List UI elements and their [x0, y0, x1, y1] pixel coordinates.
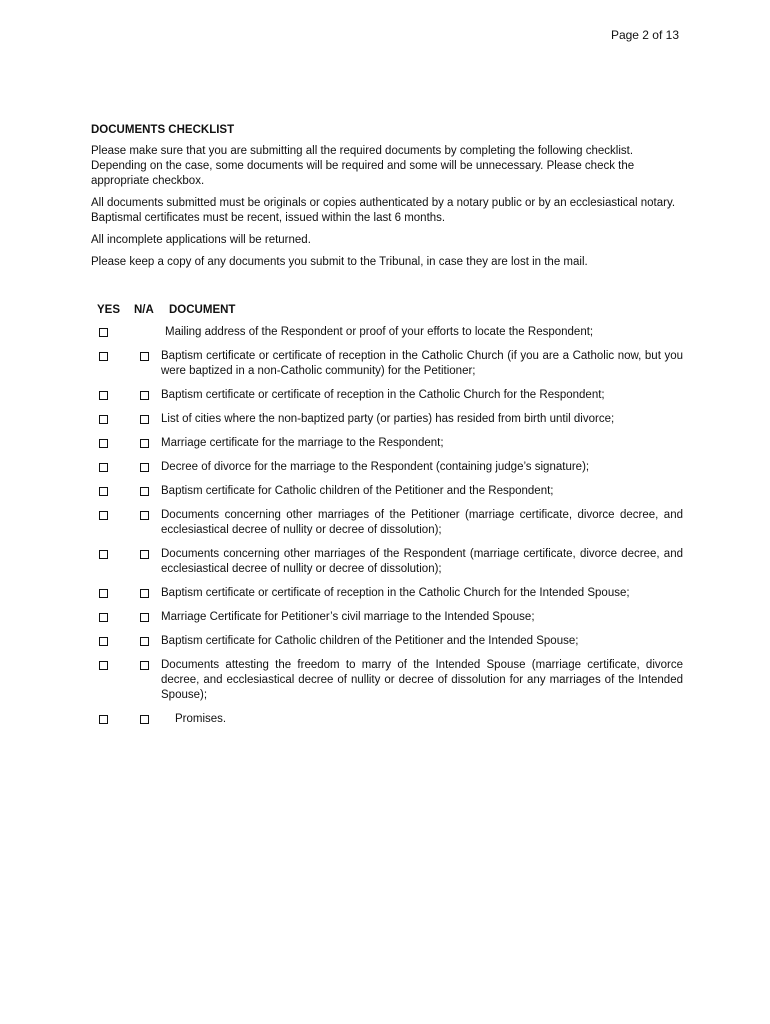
yes-column-header: YES — [97, 304, 121, 316]
na-checkbox[interactable] — [140, 637, 149, 646]
yes-checkbox[interactable] — [99, 613, 108, 622]
page-number: Page 2 of 13 — [610, 28, 679, 42]
checklist-row-respondent-other-marriages — [91, 547, 683, 577]
yes-checkbox[interactable] — [99, 415, 108, 424]
yes-checkbox[interactable] — [99, 511, 108, 520]
yes-checkbox[interactable] — [99, 589, 108, 598]
checklist-row-divorce-decree — [91, 460, 683, 475]
yes-checkbox[interactable] — [99, 391, 108, 400]
document-label: Baptism certificate for Catholic children of the Petitioner and the Respondent; — [161, 485, 554, 497]
checklist-row-cities-list — [91, 412, 683, 427]
document-label: List of cities where the non-baptized party (or parties) has resided from birth until divorce; — [161, 413, 615, 425]
checklist-row-spouse-baptism — [91, 586, 683, 601]
authentication-paragraph: All documents submitted must be originals or copies authenticated by a notary public or by an ecclesiastical notary. Baptismal certificates must be recent, issued within the last 6 months. — [91, 197, 676, 224]
checklist-row-children-baptism-respondent — [91, 484, 683, 499]
na-checkbox[interactable] — [140, 511, 149, 520]
document-label: Marriage certificate for the marriage to the Respondent; — [161, 437, 444, 449]
na-checkbox[interactable] — [140, 391, 149, 400]
yes-checkbox[interactable] — [99, 463, 108, 472]
checklist-row-promises — [91, 712, 683, 727]
yes-checkbox[interactable] — [99, 715, 108, 724]
intro-section — [91, 124, 681, 277]
na-checkbox[interactable] — [140, 463, 149, 472]
intro-paragraph: Please make sure that you are submitting all the required documents by completing the following checklist. Depending on the case, some documents will be required and some will be unnecessary. Please check the appropriate checkbox. — [91, 145, 635, 187]
yes-checkbox[interactable] — [99, 550, 108, 559]
document-label: Promises. — [175, 713, 227, 725]
document-label: Documents attesting the freedom to marry of the Intended Spouse (marriage certificate, divorce decree, and ecclesiastical decree of nullity or decree of dissolution for any marriages of the Intended Spouse); — [161, 659, 683, 701]
na-checkbox[interactable] — [140, 715, 149, 724]
keep-copy-paragraph: Please keep a copy of any documents you submit to the Tribunal, in case they are lost in the mail. — [91, 256, 588, 268]
na-checkbox[interactable] — [140, 589, 149, 598]
checklist-header — [91, 304, 683, 316]
checklist-row-children-baptism-spouse — [91, 634, 683, 649]
yes-checkbox[interactable] — [99, 661, 108, 670]
checklist-row-marriage-certificate — [91, 436, 683, 451]
document-label: Baptism certificate or certificate of reception in the Catholic Church for the Respondent; — [161, 389, 605, 401]
na-checkbox[interactable] — [140, 352, 149, 361]
na-checkbox[interactable] — [140, 439, 149, 448]
yes-checkbox[interactable] — [99, 487, 108, 496]
section-heading: DOCUMENTS CHECKLIST — [91, 124, 235, 136]
yes-checkbox[interactable] — [99, 352, 108, 361]
checklist-row-respondent-baptism — [91, 388, 683, 403]
document-label: Documents concerning other marriages of the Respondent (marriage certificate, divorce decree, and ecclesiastical decree of nullity or decree of dissolution); — [161, 548, 683, 575]
documents-checklist — [91, 304, 683, 736]
document-label: Baptism certificate for Catholic children of the Petitioner and the Intended Spouse; — [161, 635, 579, 647]
na-checkbox[interactable] — [140, 550, 149, 559]
incomplete-paragraph: All incomplete applications will be returned. — [91, 234, 311, 246]
document-label: Baptism certificate or certificate of reception in the Catholic Church (if you are a Catholic now, but you were baptized in a non-Catholic community) for the Petitioner; — [161, 350, 683, 377]
yes-checkbox[interactable] — [99, 637, 108, 646]
checklist-row-petitioner-other-marriages — [91, 508, 683, 538]
document-label: Baptism certificate or certificate of reception in the Catholic Church for the Intended Spouse; — [161, 587, 630, 599]
document-label: Documents concerning other marriages of the Petitioner (marriage certificate, divorce decree, and ecclesiastical decree of nullity or decree of dissolution); — [161, 509, 683, 536]
na-column-header: N/A — [134, 304, 154, 316]
yes-checkbox[interactable] — [99, 439, 108, 448]
document-label: Mailing address of the Respondent or proof of your efforts to locate the Respondent; — [165, 326, 594, 338]
document-column-header: DOCUMENT — [169, 304, 236, 316]
document-label: Decree of divorce for the marriage to the Respondent (containing judge’s signature); — [161, 461, 590, 473]
na-checkbox[interactable] — [140, 415, 149, 424]
checklist-row-freedom-to-marry — [91, 658, 683, 703]
na-checkbox[interactable] — [140, 487, 149, 496]
na-checkbox[interactable] — [140, 613, 149, 622]
na-checkbox[interactable] — [140, 661, 149, 670]
document-label: Marriage Certificate for Petitioner’s civil marriage to the Intended Spouse; — [161, 611, 535, 623]
yes-checkbox[interactable] — [99, 328, 108, 337]
checklist-row-civil-marriage — [91, 610, 683, 625]
checklist-row-petitioner-baptism — [91, 349, 683, 379]
checklist-row-respondent-address — [91, 325, 683, 340]
